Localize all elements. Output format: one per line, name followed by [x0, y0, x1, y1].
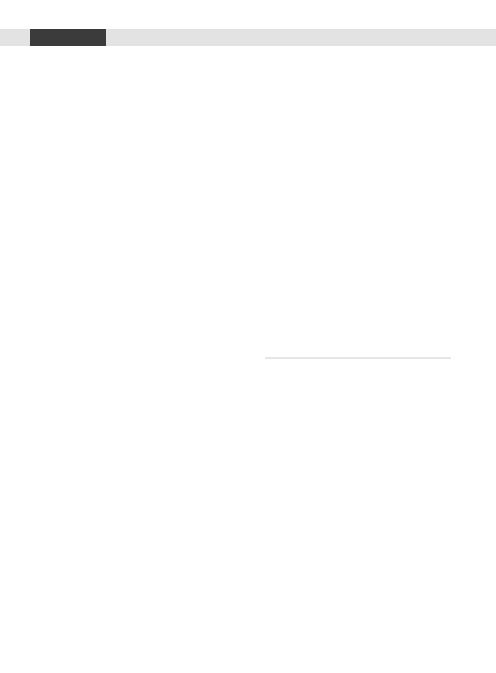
bar-chart: [257, 246, 457, 376]
pie-charts: [38, 348, 240, 430]
figure-2: [257, 246, 457, 376]
figure-1: [38, 348, 240, 430]
section-header: [0, 29, 496, 46]
column-tab: [30, 29, 106, 46]
